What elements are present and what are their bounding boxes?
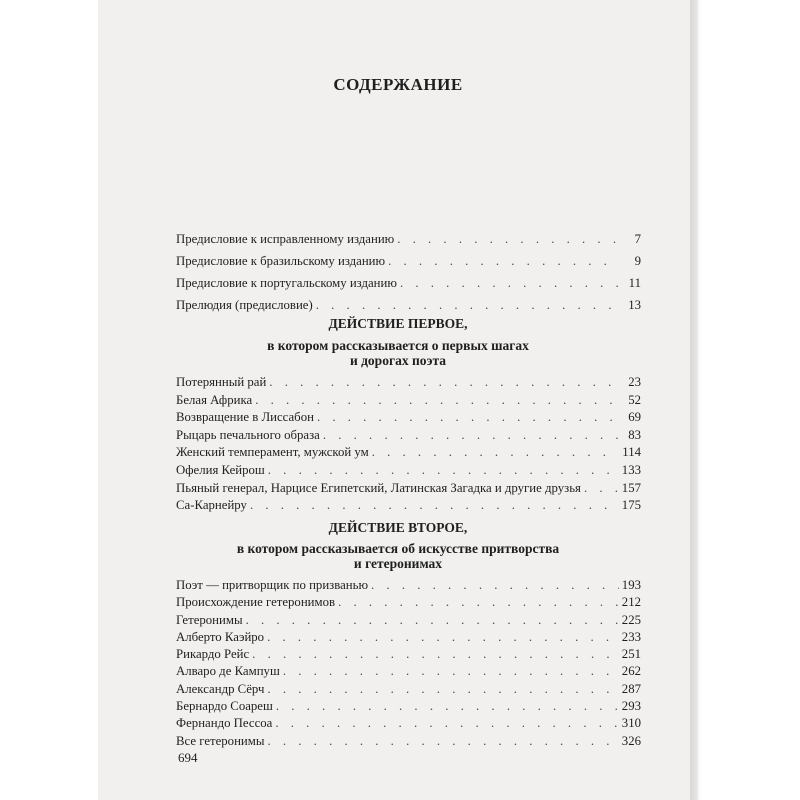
toc-entry xyxy=(176,250,641,272)
toc-entry xyxy=(176,480,641,498)
toc-entry-page: 212 xyxy=(621,595,641,610)
toc-entry-page: 310 xyxy=(621,716,641,731)
page-edge-shadow xyxy=(690,0,702,800)
toc-entry-page: 133 xyxy=(621,462,641,477)
dot-leader xyxy=(246,612,619,629)
toc-entry xyxy=(176,612,641,629)
toc-entry-title: Происхождение гетеронимов xyxy=(176,595,336,610)
toc-entry xyxy=(176,577,641,594)
dot-leader xyxy=(388,250,620,272)
toc-entry-page: 13 xyxy=(628,298,641,312)
toc-entry-title: Прелюдия (предисловие) xyxy=(176,298,313,312)
dot-leader xyxy=(338,594,619,611)
toc-entry-title: Александр Сёрч xyxy=(176,681,265,696)
dot-leader xyxy=(316,294,620,316)
toc-entry xyxy=(176,733,641,750)
page-number: 694 xyxy=(178,750,198,765)
toc-entry-title: Потерянный рай xyxy=(176,375,267,389)
toc-entry xyxy=(176,374,641,392)
toc-entry-title: Рикардо Рейс xyxy=(176,647,250,662)
act2-subtitle-line1: в котором рассказывается об искусстве притворства xyxy=(236,541,560,556)
act2-list xyxy=(176,577,641,750)
toc-entry xyxy=(176,715,641,732)
toc-entry-title: Фернандо Пессоа xyxy=(176,716,273,731)
toc-entry-title: Белая Африка xyxy=(176,392,253,407)
dot-leader xyxy=(250,497,619,515)
toc-entry-page: 11 xyxy=(628,276,641,290)
dot-leader xyxy=(255,392,620,410)
toc-entry-page: 293 xyxy=(621,699,641,714)
toc-entry-title: Бернардо Соареш xyxy=(176,699,273,714)
page-title: СОДЕРЖАНИЕ xyxy=(333,75,463,94)
book-page xyxy=(98,0,698,800)
toc-entry-page: 287 xyxy=(621,681,641,696)
dot-leader xyxy=(584,480,619,498)
toc-entry xyxy=(176,392,641,410)
toc-entry xyxy=(176,462,641,480)
toc-entry-title: Гетеронимы xyxy=(176,612,243,627)
toc-entry-title: Предисловие к исправленному изданию xyxy=(176,232,395,246)
act1-subtitle-line1: в котором рассказывается о первых шагах xyxy=(267,338,529,353)
dot-leader xyxy=(269,374,620,392)
dot-leader xyxy=(283,663,619,680)
toc-entry xyxy=(176,698,641,715)
act1-subtitle xyxy=(98,338,698,368)
toc-entry-page: 7 xyxy=(634,232,641,246)
dot-leader xyxy=(252,646,619,663)
toc-entry-title: Возвращение в Лиссабон xyxy=(176,410,314,425)
toc-entry-title: Алваро де Кампуш xyxy=(176,664,280,679)
toc-entry-page: 233 xyxy=(621,629,641,644)
act2-heading: ДЕЙСТВИЕ ВТОРОЕ, xyxy=(328,520,468,535)
toc-entry-page: 225 xyxy=(621,612,641,627)
toc-entry-title: Алберто Каэйро xyxy=(176,629,265,644)
toc-entry xyxy=(176,497,641,515)
act2-subtitle-line2: и гетеронимах xyxy=(353,556,443,571)
toc-entry-page: 52 xyxy=(628,392,641,407)
dot-leader xyxy=(276,698,619,715)
dot-leader xyxy=(371,577,619,594)
dot-leader xyxy=(267,733,618,750)
dot-leader xyxy=(323,427,620,445)
toc-entry-title: Пьяный генерал, Нарцисе Египетский, Латинская Загадка и другие друзья xyxy=(176,480,581,495)
dot-leader xyxy=(267,629,619,646)
preface-list xyxy=(176,228,641,316)
toc-entry xyxy=(176,272,641,294)
toc-entry-page: 326 xyxy=(621,733,641,748)
act1-subtitle-line2: и дорогах поэта xyxy=(349,353,447,368)
toc-entry-page: 262 xyxy=(621,664,641,679)
toc-entry-title: Женский темперамент, мужской ум xyxy=(176,445,369,460)
toc-entry-page: 175 xyxy=(621,498,641,513)
act1-list xyxy=(176,374,641,515)
toc-entry-title: Поэт — притворщик по призванью xyxy=(176,578,369,592)
toc-entry xyxy=(176,444,641,462)
toc-entry-page: 69 xyxy=(628,410,641,425)
dot-leader xyxy=(317,409,620,427)
dot-leader xyxy=(397,228,620,250)
dot-leader xyxy=(268,462,619,480)
toc-entry-page: 114 xyxy=(622,445,641,460)
dot-leader xyxy=(267,681,618,698)
toc-entry xyxy=(176,228,641,250)
toc-entry-title: Са-Карнейру xyxy=(176,498,247,513)
act2-subtitle xyxy=(98,541,698,571)
toc-entry xyxy=(176,427,641,445)
toc-entry-title: Предисловие к португальскому изданию xyxy=(176,276,397,290)
toc-entry-page: 251 xyxy=(621,647,641,662)
toc-entry-page: 23 xyxy=(628,375,641,389)
toc-entry xyxy=(176,681,641,698)
toc-entry xyxy=(176,663,641,680)
dot-leader xyxy=(275,715,618,732)
act1-heading: ДЕЙСТВИЕ ПЕРВОЕ, xyxy=(328,316,468,331)
toc-entry xyxy=(176,594,641,611)
toc-entry xyxy=(176,294,641,316)
toc-entry-page: 193 xyxy=(621,578,641,592)
dot-leader xyxy=(372,444,620,462)
toc-entry xyxy=(176,629,641,646)
toc-entry-page: 83 xyxy=(628,427,641,442)
toc-entry-page: 9 xyxy=(634,254,641,268)
toc-entry-page: 157 xyxy=(621,480,641,495)
toc-entry-title: Все гетеронимы xyxy=(176,733,265,748)
toc-entry xyxy=(176,409,641,427)
toc-entry-title: Рыцарь печального образа xyxy=(176,427,320,442)
toc-entry-title: Предисловие к бразильскому изданию xyxy=(176,254,386,268)
toc-entry xyxy=(176,646,641,663)
dot-leader xyxy=(400,272,620,294)
toc-entry-title: Офелия Кейрош xyxy=(176,462,265,477)
